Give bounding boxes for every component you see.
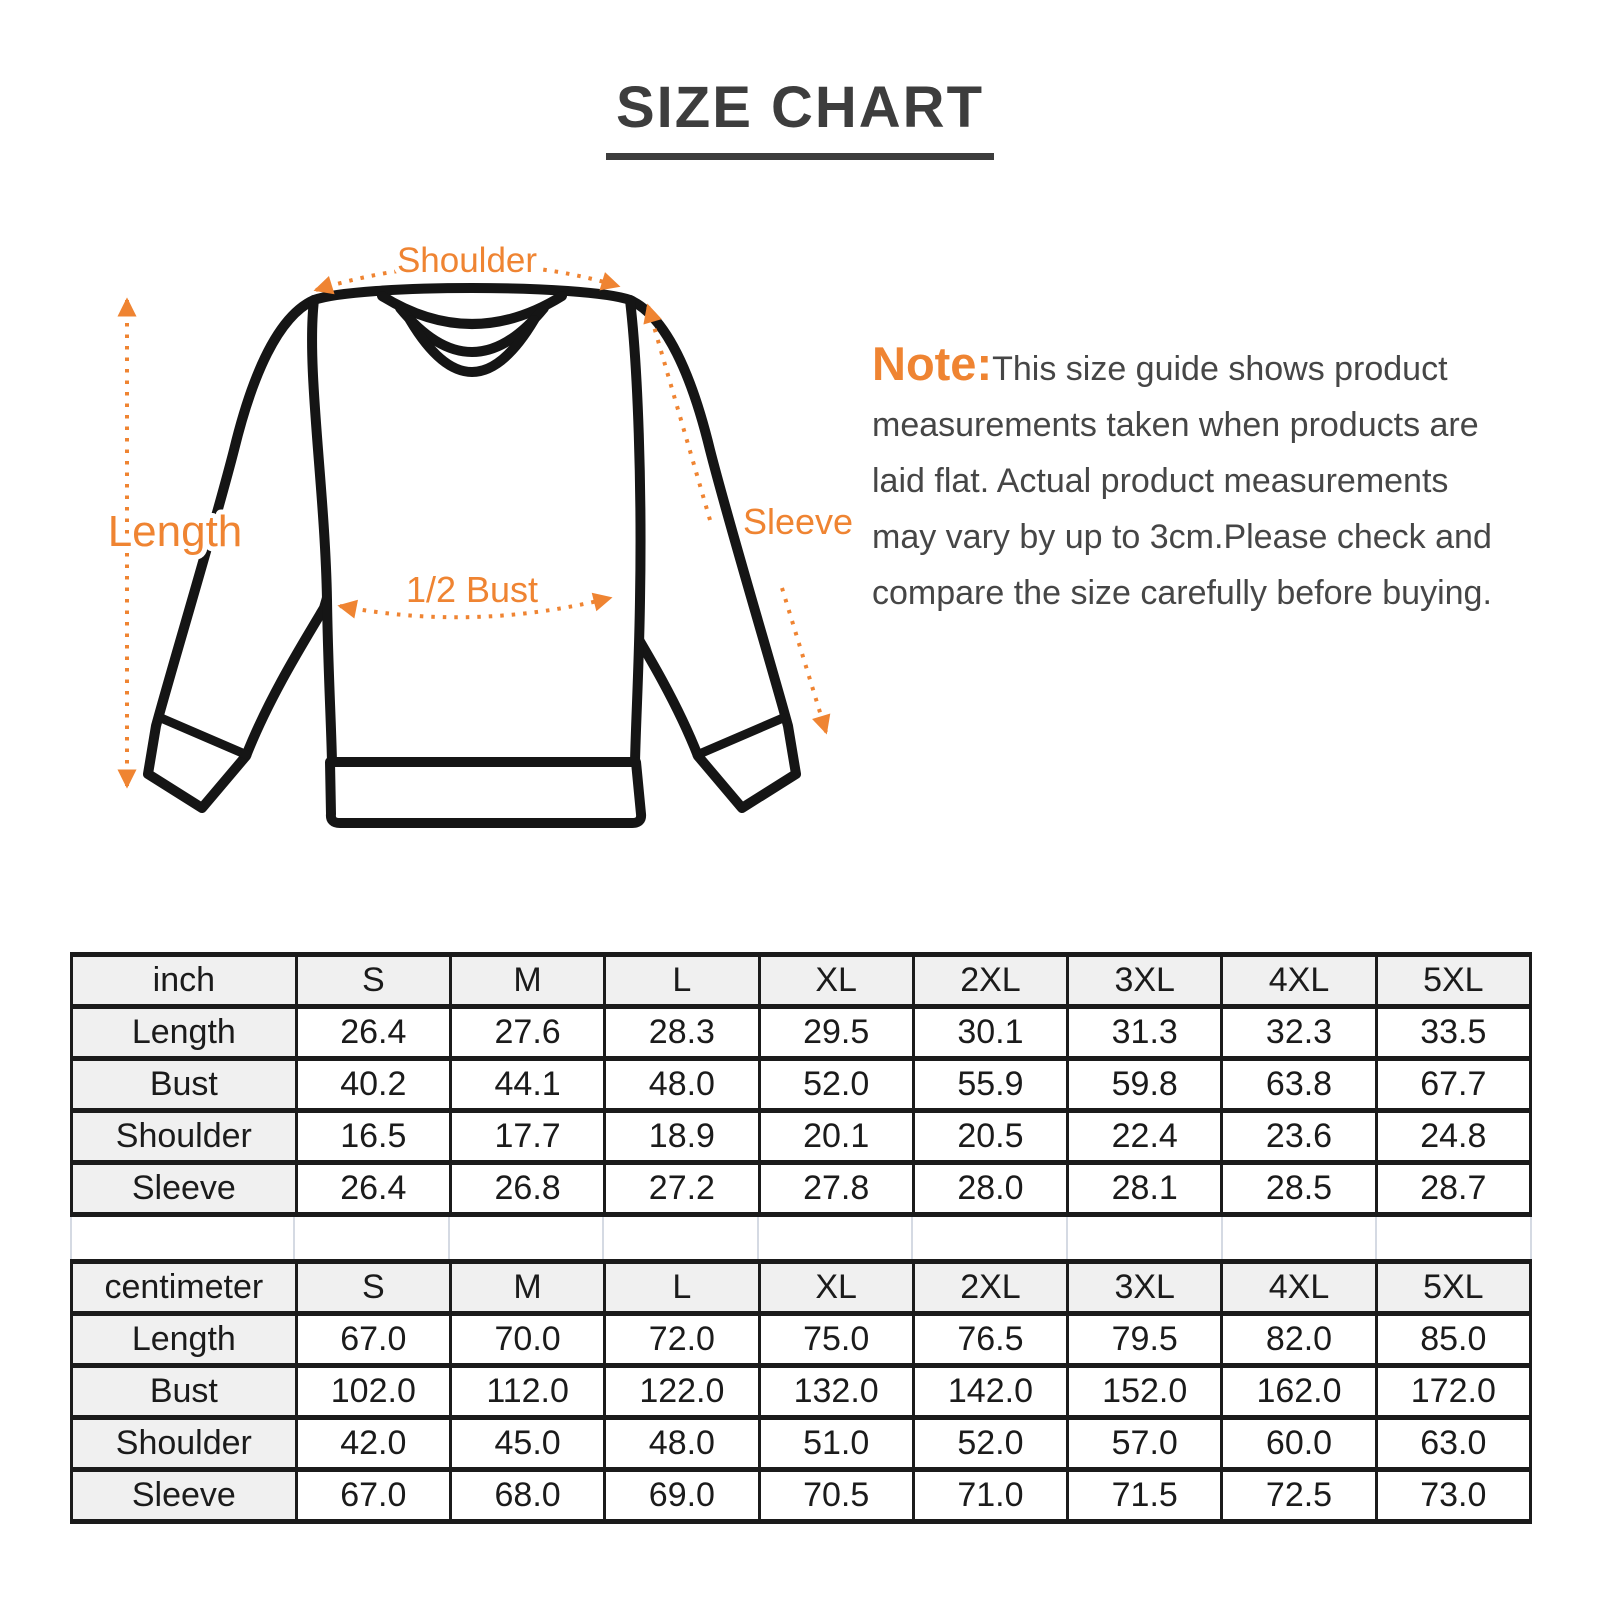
value-cell: 44.1 xyxy=(450,1059,604,1111)
value-cell: 142.0 xyxy=(913,1366,1067,1418)
size-header-cell: 2XL xyxy=(913,955,1067,1007)
value-cell: 72.0 xyxy=(605,1314,759,1366)
table-row xyxy=(72,1314,1531,1366)
value-cell: 152.0 xyxy=(1068,1366,1222,1418)
value-cell: 79.5 xyxy=(1068,1314,1222,1366)
size-header-cell: 2XL xyxy=(913,1262,1067,1314)
value-cell: 72.5 xyxy=(1222,1470,1376,1522)
value-cell: 27.8 xyxy=(759,1163,913,1215)
size-header-cell: 3XL xyxy=(1068,1262,1222,1314)
table-row xyxy=(72,1111,1531,1163)
value-cell: 122.0 xyxy=(605,1366,759,1418)
value-cell: 67.0 xyxy=(296,1314,450,1366)
row-label-cell: Length xyxy=(72,1007,297,1059)
value-cell: 20.1 xyxy=(759,1111,913,1163)
size-tables xyxy=(70,952,1532,1524)
value-cell: 102.0 xyxy=(296,1366,450,1418)
sweatshirt-outline xyxy=(148,288,796,823)
gap-cell xyxy=(759,1217,914,1259)
value-cell: 28.3 xyxy=(605,1007,759,1059)
value-cell: 162.0 xyxy=(1222,1366,1376,1418)
value-cell: 75.0 xyxy=(759,1314,913,1366)
value-cell: 40.2 xyxy=(296,1059,450,1111)
value-cell: 27.6 xyxy=(450,1007,604,1059)
note-block xyxy=(872,336,1540,621)
value-cell: 26.8 xyxy=(450,1163,604,1215)
table-row xyxy=(72,1470,1531,1522)
value-cell: 63.8 xyxy=(1222,1059,1376,1111)
row-label-cell: Shoulder xyxy=(72,1111,297,1163)
note-line-2: measurements taken when products are xyxy=(872,406,1479,444)
value-cell: 82.0 xyxy=(1222,1314,1376,1366)
value-cell: 33.5 xyxy=(1376,1007,1530,1059)
header-row xyxy=(72,955,1531,1007)
value-cell: 28.1 xyxy=(1068,1163,1222,1215)
value-cell: 70.0 xyxy=(450,1314,604,1366)
value-cell: 42.0 xyxy=(296,1418,450,1470)
gap-cell xyxy=(1223,1217,1378,1259)
row-label-cell: Bust xyxy=(72,1059,297,1111)
header-row xyxy=(72,1262,1531,1314)
value-cell: 20.5 xyxy=(913,1111,1067,1163)
value-cell: 85.0 xyxy=(1376,1314,1530,1366)
body xyxy=(312,288,640,762)
gap-cell xyxy=(70,1217,295,1259)
gap-cell xyxy=(450,1217,605,1259)
table-gap xyxy=(70,1217,1532,1259)
value-cell: 69.0 xyxy=(605,1470,759,1522)
table-row xyxy=(72,1059,1531,1111)
value-cell: 16.5 xyxy=(296,1111,450,1163)
note-line-3: laid flat. Actual product measurements xyxy=(872,462,1449,500)
value-cell: 23.6 xyxy=(1222,1111,1376,1163)
bust-label: 1/2 Bust xyxy=(405,569,539,610)
size-table-inch xyxy=(70,952,1532,1217)
value-cell: 48.0 xyxy=(605,1059,759,1111)
value-cell: 67.7 xyxy=(1376,1059,1530,1111)
value-cell: 68.0 xyxy=(450,1470,604,1522)
gap-cell xyxy=(1377,1217,1532,1259)
row-label-cell: Sleeve xyxy=(72,1470,297,1522)
table-row xyxy=(72,1007,1531,1059)
length-label: Length xyxy=(107,507,243,556)
size-header-cell: 5XL xyxy=(1376,1262,1530,1314)
value-cell: 51.0 xyxy=(759,1418,913,1470)
sweatshirt-diagram-svg xyxy=(60,228,860,848)
value-cell: 112.0 xyxy=(450,1366,604,1418)
value-cell: 24.8 xyxy=(1376,1111,1530,1163)
value-cell: 52.0 xyxy=(759,1059,913,1111)
row-label-cell: Sleeve xyxy=(72,1163,297,1215)
size-header-cell: XL xyxy=(759,955,913,1007)
value-cell: 29.5 xyxy=(759,1007,913,1059)
value-cell: 57.0 xyxy=(1068,1418,1222,1470)
value-cell: 30.1 xyxy=(913,1007,1067,1059)
table-row xyxy=(72,1163,1531,1215)
value-cell: 31.3 xyxy=(1068,1007,1222,1059)
unit-header-cell: inch xyxy=(72,955,297,1007)
value-cell: 18.9 xyxy=(605,1111,759,1163)
value-cell: 63.0 xyxy=(1376,1418,1530,1470)
value-cell: 71.5 xyxy=(1068,1470,1222,1522)
size-header-cell: L xyxy=(605,1262,759,1314)
note-line-1 xyxy=(872,336,1540,397)
size-header-cell: 4XL xyxy=(1222,955,1376,1007)
value-cell: 172.0 xyxy=(1376,1366,1530,1418)
value-cell: 45.0 xyxy=(450,1418,604,1470)
note-line-4: may vary by up to 3cm.Please check and xyxy=(872,518,1492,556)
size-table-centimeter xyxy=(70,1259,1532,1524)
value-cell: 59.8 xyxy=(1068,1059,1222,1111)
value-cell: 26.4 xyxy=(296,1007,450,1059)
table-row xyxy=(72,1418,1531,1470)
value-cell: 132.0 xyxy=(759,1366,913,1418)
title-row xyxy=(0,74,1600,160)
unit-header-cell: centimeter xyxy=(72,1262,297,1314)
size-header-cell: L xyxy=(605,955,759,1007)
size-header-cell: M xyxy=(450,955,604,1007)
value-cell: 71.0 xyxy=(913,1470,1067,1522)
shoulder-label: Shoulder xyxy=(396,241,538,280)
value-cell: 55.9 xyxy=(913,1059,1067,1111)
value-cell: 28.5 xyxy=(1222,1163,1376,1215)
gap-cell xyxy=(913,1217,1068,1259)
value-cell: 26.4 xyxy=(296,1163,450,1215)
row-label-cell: Shoulder xyxy=(72,1418,297,1470)
waistband xyxy=(330,762,641,823)
value-cell: 28.0 xyxy=(913,1163,1067,1215)
value-cell: 17.7 xyxy=(450,1111,604,1163)
value-cell: 70.5 xyxy=(759,1470,913,1522)
page-title: SIZE CHART xyxy=(606,74,994,160)
row-label-cell: Bust xyxy=(72,1366,297,1418)
size-header-cell: 4XL xyxy=(1222,1262,1376,1314)
gap-cell xyxy=(1068,1217,1223,1259)
value-cell: 28.7 xyxy=(1376,1163,1530,1215)
value-cell: 76.5 xyxy=(913,1314,1067,1366)
note-label: Note: xyxy=(872,337,993,390)
value-cell: 27.2 xyxy=(605,1163,759,1215)
size-header-cell: S xyxy=(296,955,450,1007)
value-cell: 48.0 xyxy=(605,1418,759,1470)
size-header-cell: M xyxy=(450,1262,604,1314)
value-cell: 60.0 xyxy=(1222,1418,1376,1470)
value-cell: 67.0 xyxy=(296,1470,450,1522)
table-row xyxy=(72,1366,1531,1418)
gap-cell xyxy=(604,1217,759,1259)
size-header-cell: 3XL xyxy=(1068,955,1222,1007)
note-text: This size guide shows product xyxy=(992,350,1448,388)
gap-cell xyxy=(295,1217,450,1259)
sleeve-label: Sleeve xyxy=(742,501,854,542)
value-cell: 73.0 xyxy=(1376,1470,1530,1522)
size-header-cell: S xyxy=(296,1262,450,1314)
size-header-cell: XL xyxy=(759,1262,913,1314)
size-header-cell: 5XL xyxy=(1376,955,1530,1007)
row-label-cell: Length xyxy=(72,1314,297,1366)
value-cell: 22.4 xyxy=(1068,1111,1222,1163)
value-cell: 52.0 xyxy=(913,1418,1067,1470)
value-cell: 32.3 xyxy=(1222,1007,1376,1059)
sweatshirt-measurement-diagram xyxy=(60,228,860,848)
note-line-5: compare the size carefully before buying. xyxy=(872,574,1492,612)
